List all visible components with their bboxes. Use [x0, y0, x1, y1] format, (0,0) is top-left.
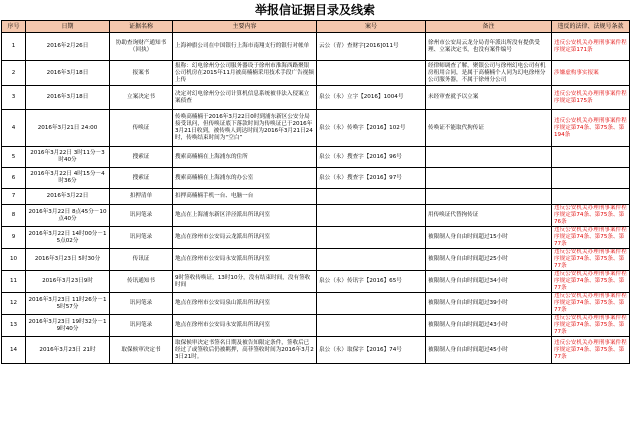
header-no: 序号	[2, 21, 26, 33]
cell-law: 违反公安机关办理刑事案件程序规定第74条、第75条、第77条	[552, 293, 630, 315]
cell-date: 2016年3月22日 14时00分－15点02分	[26, 227, 110, 249]
cell-law: 违反公安机关办理刑事案件程序规定第74条、第75条、第77条	[552, 315, 630, 337]
table-row	[2, 86, 630, 110]
cell-date: 2016年3月22日 3时11分－3时40分	[26, 147, 110, 168]
cell-law	[552, 147, 630, 168]
table-row	[2, 227, 630, 249]
table-row	[2, 249, 630, 271]
header-date: 日期	[26, 21, 110, 33]
cell-no: 1	[2, 33, 26, 61]
cell-no: 11	[2, 271, 26, 293]
table-header-row	[2, 21, 630, 33]
cell-date: 2016年3月23日 11时26分－15时57分	[26, 293, 110, 315]
cell-law: 违反公安机关办理刑事案件程序规定第171条	[552, 33, 630, 61]
cell-content: 传唤高楠楠于2016年3月22日0时到浦东新区公安分局接受讯问，但传唤证底下落款时间为传唤证已于2016年3月21日收到，被传唤人到达时间为2016年3月21日24时，传唤结束时间为“空白”	[173, 110, 317, 147]
cell-case-no	[317, 189, 426, 205]
cell-evidence-name: 立案决定书	[110, 86, 173, 110]
cell-evidence-name: 扣押清单	[110, 189, 173, 205]
cell-law: 违反公安机关办理刑事案件程序规定第74条、第75条、第77条	[552, 271, 630, 293]
cell-note: 被限制人身自由时间超过45小时	[426, 337, 552, 364]
table-row	[2, 110, 630, 147]
cell-no: 8	[2, 205, 26, 227]
cell-evidence-name: 传讯通知书	[110, 271, 173, 293]
cell-content: 9时签收传唤证，13时10分，没有结束时间，没有签收时间	[173, 271, 317, 293]
cell-content: 上海神旗公司在中国银行上海市南翔支行的银行对帐单	[173, 33, 317, 61]
cell-note: 徐州市公安局云龙分局青年派出所没有提供受理、立案决定书，也没有案件编号	[426, 33, 552, 61]
table-row	[2, 271, 630, 293]
cell-content: 报称：幻电徐州分公司服务器设于徐州市淮海西路聚银公司机房在2015年11月被高楠楠采用技术手段广告视频上传	[173, 61, 317, 86]
cell-content: 地点在徐州市公安局泉山派出所讯问室	[173, 293, 317, 315]
cell-evidence-name: 协助查询财产通知书（回执）	[110, 33, 173, 61]
cell-note: 被限制人身自由时间超过43小时	[426, 315, 552, 337]
cell-case-no	[317, 205, 426, 227]
cell-no: 7	[2, 189, 26, 205]
cell-note: 传唤证不能取代拘传证	[426, 110, 552, 147]
header-note: 备注	[426, 21, 552, 33]
cell-content: 地点在上海浦东新区洋泾派出所讯问室	[173, 205, 317, 227]
cell-evidence-name: 讯问笔录	[110, 293, 173, 315]
cell-no: 14	[2, 337, 26, 364]
cell-no: 13	[2, 315, 26, 337]
cell-no: 12	[2, 293, 26, 315]
cell-date: 2016年3月22日 4时15分－4时36分	[26, 168, 110, 189]
cell-no: 10	[2, 249, 26, 271]
cell-date: 2016年3月22日	[26, 189, 110, 205]
cell-evidence-name: 搜索证	[110, 168, 173, 189]
cell-law: 违反公安机关办理刑事案件程序规定第74条、第75条、第77条	[552, 227, 630, 249]
cell-date: 2016年3月21日 24:00	[26, 110, 110, 147]
cell-law: 涉嫌虚构事实报案	[552, 61, 630, 86]
table-row	[2, 315, 630, 337]
cell-content: 地点在徐州市公安局永安派出所讯问室	[173, 315, 317, 337]
cell-note	[426, 168, 552, 189]
header-evidence-name: 证据名称	[110, 21, 173, 33]
cell-date: 2016年3月22日 8点45分－10点40分	[26, 205, 110, 227]
cell-no: 9	[2, 227, 26, 249]
cell-law: 违反公安机关办理刑事案件程序规定第74条、第75条、第194条	[552, 110, 630, 147]
cell-law: 违反公安机关办理刑事案件程序规定第175条	[552, 86, 630, 110]
cell-content: 地点在徐州市公安局云龙派出所讯问室	[173, 227, 317, 249]
cell-case-no: 泉公（永）搜查字【2016】96号	[317, 147, 426, 168]
cell-case-no: 泉公（永）传唤字【2016】102号	[317, 110, 426, 147]
table-row	[2, 61, 630, 86]
cell-content: 搜索高楠楠在上海浦东的办公室	[173, 168, 317, 189]
cell-content: 取保候审决定书签名日期及被告知限定条件，签收后已经过了或签收后仍被羁押，高菲签收时间为2016年3月23日21时。	[173, 337, 317, 364]
cell-case-no	[317, 227, 426, 249]
cell-case-no: 泉公（永）搜查字【2016】97号	[317, 168, 426, 189]
cell-note: 未经审查就予以立案	[426, 86, 552, 110]
cell-content: 决定对幻电徐州分公司计算机信息系统被非法入侵案立案侦查	[173, 86, 317, 110]
cell-no: 5	[2, 147, 26, 168]
cell-note	[426, 147, 552, 168]
cell-case-no: 泉公（永）取保字【2016】74号	[317, 337, 426, 364]
cell-case-no	[317, 293, 426, 315]
cell-no: 4	[2, 110, 26, 147]
cell-no: 3	[2, 86, 26, 110]
cell-evidence-name: 讯问笔录	[110, 205, 173, 227]
cell-case-no: 泉公（永）立字【2016】1004号	[317, 86, 426, 110]
evidence-table	[1, 20, 630, 364]
cell-case-no	[317, 61, 426, 86]
cell-evidence-name: 讯问笔录	[110, 315, 173, 337]
cell-evidence-name: 传讯证	[110, 249, 173, 271]
cell-no: 2	[2, 61, 26, 86]
cell-note: 被限制人身自由时间超过25小时	[426, 249, 552, 271]
cell-law	[552, 168, 630, 189]
cell-law	[552, 189, 630, 205]
cell-no: 6	[2, 168, 26, 189]
cell-date: 2016年2月26日	[26, 33, 110, 61]
cell-date: 2016年3月18日	[26, 86, 110, 110]
cell-evidence-name: 取保候审决定书	[110, 337, 173, 364]
cell-content: 扣押高楠楠手机一台、电脑一台	[173, 189, 317, 205]
table-row	[2, 168, 630, 189]
cell-date: 2016年3月18日	[26, 61, 110, 86]
cell-evidence-name: 报案书	[110, 61, 173, 86]
cell-note	[426, 189, 552, 205]
cell-case-no	[317, 315, 426, 337]
cell-case-no	[317, 249, 426, 271]
cell-case-no: 云公（青）查财字[2016]011号	[317, 33, 426, 61]
cell-note: 经律师调查了解，聚银公司与徐州幻电公司有机房租用合同，是属于高楠楠个人同为幻电徐州分公司服务器，不属于徐州分公司	[426, 61, 552, 86]
cell-law: 违反公安机关办理刑事案件程序规定第74条、第75条、第76条	[552, 205, 630, 227]
table-row	[2, 337, 630, 364]
cell-date: 2016年3月23日 19时32分－19时40分	[26, 315, 110, 337]
cell-evidence-name: 传唤证	[110, 110, 173, 147]
cell-content: 地点在徐州市公安局永安派出所讯问室	[173, 249, 317, 271]
header-case-no: 案号	[317, 21, 426, 33]
cell-law: 违反公安机关办理刑事案件程序规定第74条、第75条、第77条	[552, 337, 630, 364]
cell-case-no: 泉公（永）传讯字【2016】65号	[317, 271, 426, 293]
table-row	[2, 33, 630, 61]
cell-note: 被限制人身自由时间超过34小时	[426, 271, 552, 293]
cell-date: 2016年3月23日 21时	[26, 337, 110, 364]
cell-content: 搜索高楠楠在上海浦东的住所	[173, 147, 317, 168]
table-row	[2, 189, 630, 205]
document-title: 举报信证据目录及线索	[254, 3, 375, 17]
header-content: 主要内容	[173, 21, 317, 33]
header-law: 违反的法律、法规号条款	[552, 21, 630, 33]
table-row	[2, 205, 630, 227]
cell-date: 2016年3月23日 5时30分	[26, 249, 110, 271]
table-row	[2, 147, 630, 168]
cell-law: 违反公安机关办理刑事案件程序规定第74条、第75条、第77条	[552, 249, 630, 271]
cell-note: 被限制人身自由时间超过15小时	[426, 227, 552, 249]
cell-note: 用传唤证代替拘传证	[426, 205, 552, 227]
cell-evidence-name: 讯问笔录	[110, 227, 173, 249]
table-row	[2, 293, 630, 315]
cell-date: 2016年3月23日9时	[26, 271, 110, 293]
cell-evidence-name: 搜索证	[110, 147, 173, 168]
cell-note: 被限制人身自由时间超过39小时	[426, 293, 552, 315]
